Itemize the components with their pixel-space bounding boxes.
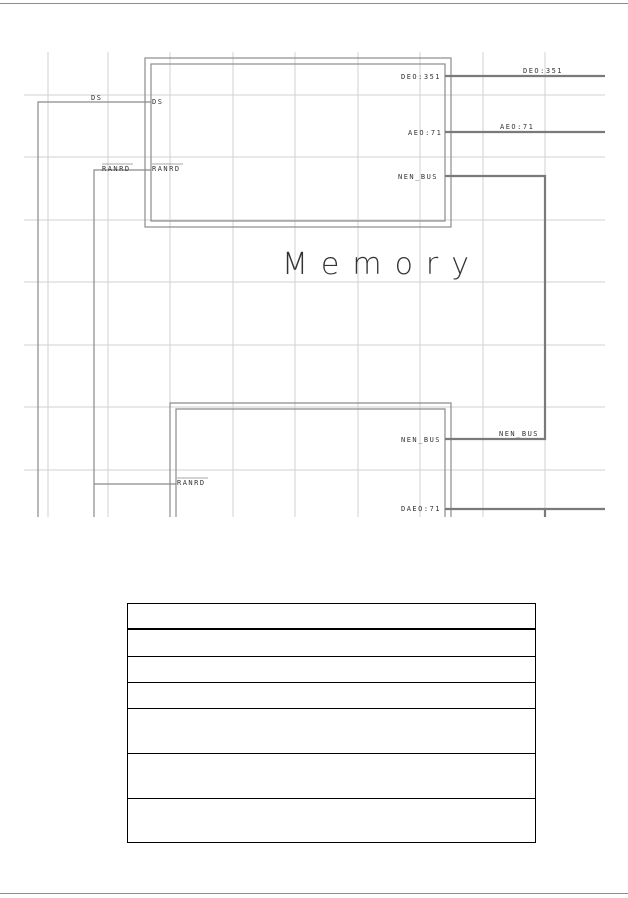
lower-port-label-nen-bus: NEN_BUS <box>401 436 442 444</box>
port-label-ds: DS <box>152 98 164 106</box>
lower-port-label-ranrd: RANRD <box>177 479 206 487</box>
port-label-aeo: AEO:71 <box>408 129 443 137</box>
grid <box>24 52 605 517</box>
right-buses <box>445 76 605 517</box>
port-label-nen-bus: NEN_BUS <box>398 173 439 181</box>
net-label-deo: DEO:351 <box>523 67 564 75</box>
table-row <box>128 682 535 683</box>
net-label-ranrd: RANRD <box>102 165 131 173</box>
pin-labels <box>91 67 563 513</box>
component-label: Memory <box>282 247 483 282</box>
port-label-deo: DEO:351 <box>401 73 442 81</box>
table-header-divider <box>128 628 535 630</box>
table-row <box>128 753 535 754</box>
lower-component-box <box>170 403 451 517</box>
net-label-aeo: AEO:71 <box>500 123 535 131</box>
memory-component-box <box>145 58 451 227</box>
table-row <box>128 656 535 657</box>
net-label-ds: DS <box>91 94 103 102</box>
empty-table <box>127 603 536 843</box>
table-row <box>128 708 535 709</box>
lower-port-label-daeo: DAEO:71 <box>401 505 442 513</box>
table-row <box>128 798 535 799</box>
bottom-rule <box>0 893 628 894</box>
net-label-nen-bus: NEN_BUS <box>499 430 540 438</box>
port-label-ranrd: RANRD <box>152 165 181 173</box>
